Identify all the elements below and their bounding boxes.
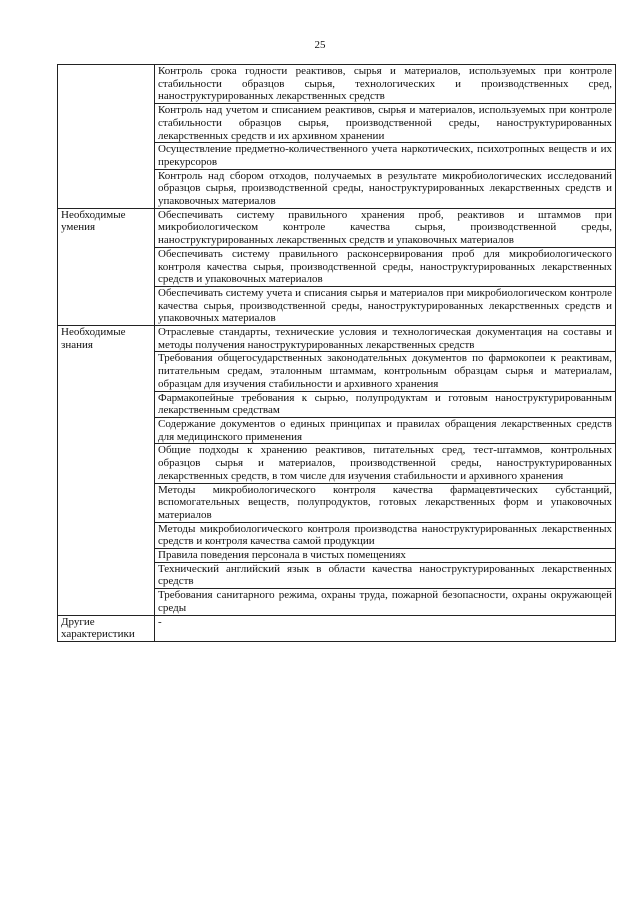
qualification-table — [57, 64, 616, 642]
table-cell: - — [155, 615, 616, 641]
table-cell: Обеспечивать систему правильного хранения проб, реактивов и штаммов при микробиологическом контроле качества сырья, производственной среды, наноструктурированных лекарственных средств и упаковочных материалов — [155, 208, 616, 247]
table-cell: Требования санитарного режима, охраны труда, пожарной безопасности, охраны окружающей среды — [155, 589, 616, 615]
table-cell: Осуществление предметно-количественного учета наркотических, психотропных веществ и их прекурсоров — [155, 143, 616, 169]
table-cell: Фармакопейные требования к сырью, полупродуктам и готовым наноструктурированным лекарственным средствам — [155, 391, 616, 417]
table-cell: Обеспечивать систему правильного расконсервирования проб для микробиологического контроля качества сырья, производственной среды, наноструктурированных лекарственных средств и упаковочных материалов — [155, 247, 616, 286]
table-cell: Контроль над учетом и списанием реактивов, сырья и материалов, используемых при контроле стабильности образцов сырья, производственной среды, наноструктурированных лекарственных средств и их архивном хранении — [155, 104, 616, 143]
table-cell: Обеспечивать систему учета и списания сырья и материалов при микробиологическом контроле качества сырья, производственной среды, наноструктурированных лекарственных средств и упаковочных материалов — [155, 286, 616, 325]
table-cell: Методы микробиологического контроля производства наноструктурированных лекарственных средств и контроля качества самой продукции — [155, 522, 616, 548]
table-row — [58, 326, 616, 352]
table-cell: Контроль срока годности реактивов, сырья и материалов, используемых при контроле стабильности образцов сырья, технологических и производственных сред, наноструктурированных лекарственных средств — [155, 65, 616, 104]
table-cell: Правила поведения персонала в чистых помещениях — [155, 549, 616, 563]
table-row — [58, 208, 616, 247]
table-row — [58, 65, 616, 104]
table-row — [58, 615, 616, 641]
table-cell: Содержание документов о единых принципах и правилах обращения лекарственных средств для медицинского применения — [155, 417, 616, 443]
row-label-skills: Необходимые умения — [58, 208, 155, 325]
table-cell: Технический английский язык в области качества наноструктурированных лекарственных средств — [155, 562, 616, 588]
table-cell: Отраслевые стандарты, технические условия и технологическая документация на составы и методы получения наноструктурированных лекарственных средств — [155, 326, 616, 352]
row-label-empty — [58, 65, 155, 209]
row-label-knowledge: Необходимые знания — [58, 326, 155, 615]
table-cell: Общие подходы к хранению реактивов, питательных сред, тест-штаммов, контрольных образцов сырья и материалов, производственной среды, наноструктурированных лекарственных средств, в том числе для изучения стабильности и архивного хранения — [155, 444, 616, 483]
table-cell: Требования общегосударственных законодательных документов по фармокопеи к реактивам, питательным средам, эталонным штаммам, контрольным образцам сырья и материалам, образцам для изучения стабильности и архивного хранения — [155, 352, 616, 391]
table-cell: Контроль над сбором отходов, получаемых в результате микробиологических исследований образцов сырья, производственной среды, наноструктурированных лекарственных средств и упаковочных материалов — [155, 169, 616, 208]
table-cell: Методы микробиологического контроля качества фармацевтических субстанций, вспомогательных веществ, полупродуктов, готовых лекарственных форм и упаковочных материалов — [155, 483, 616, 522]
row-label-other: Другие характеристики — [58, 615, 155, 641]
page-number: 25 — [314, 39, 326, 51]
